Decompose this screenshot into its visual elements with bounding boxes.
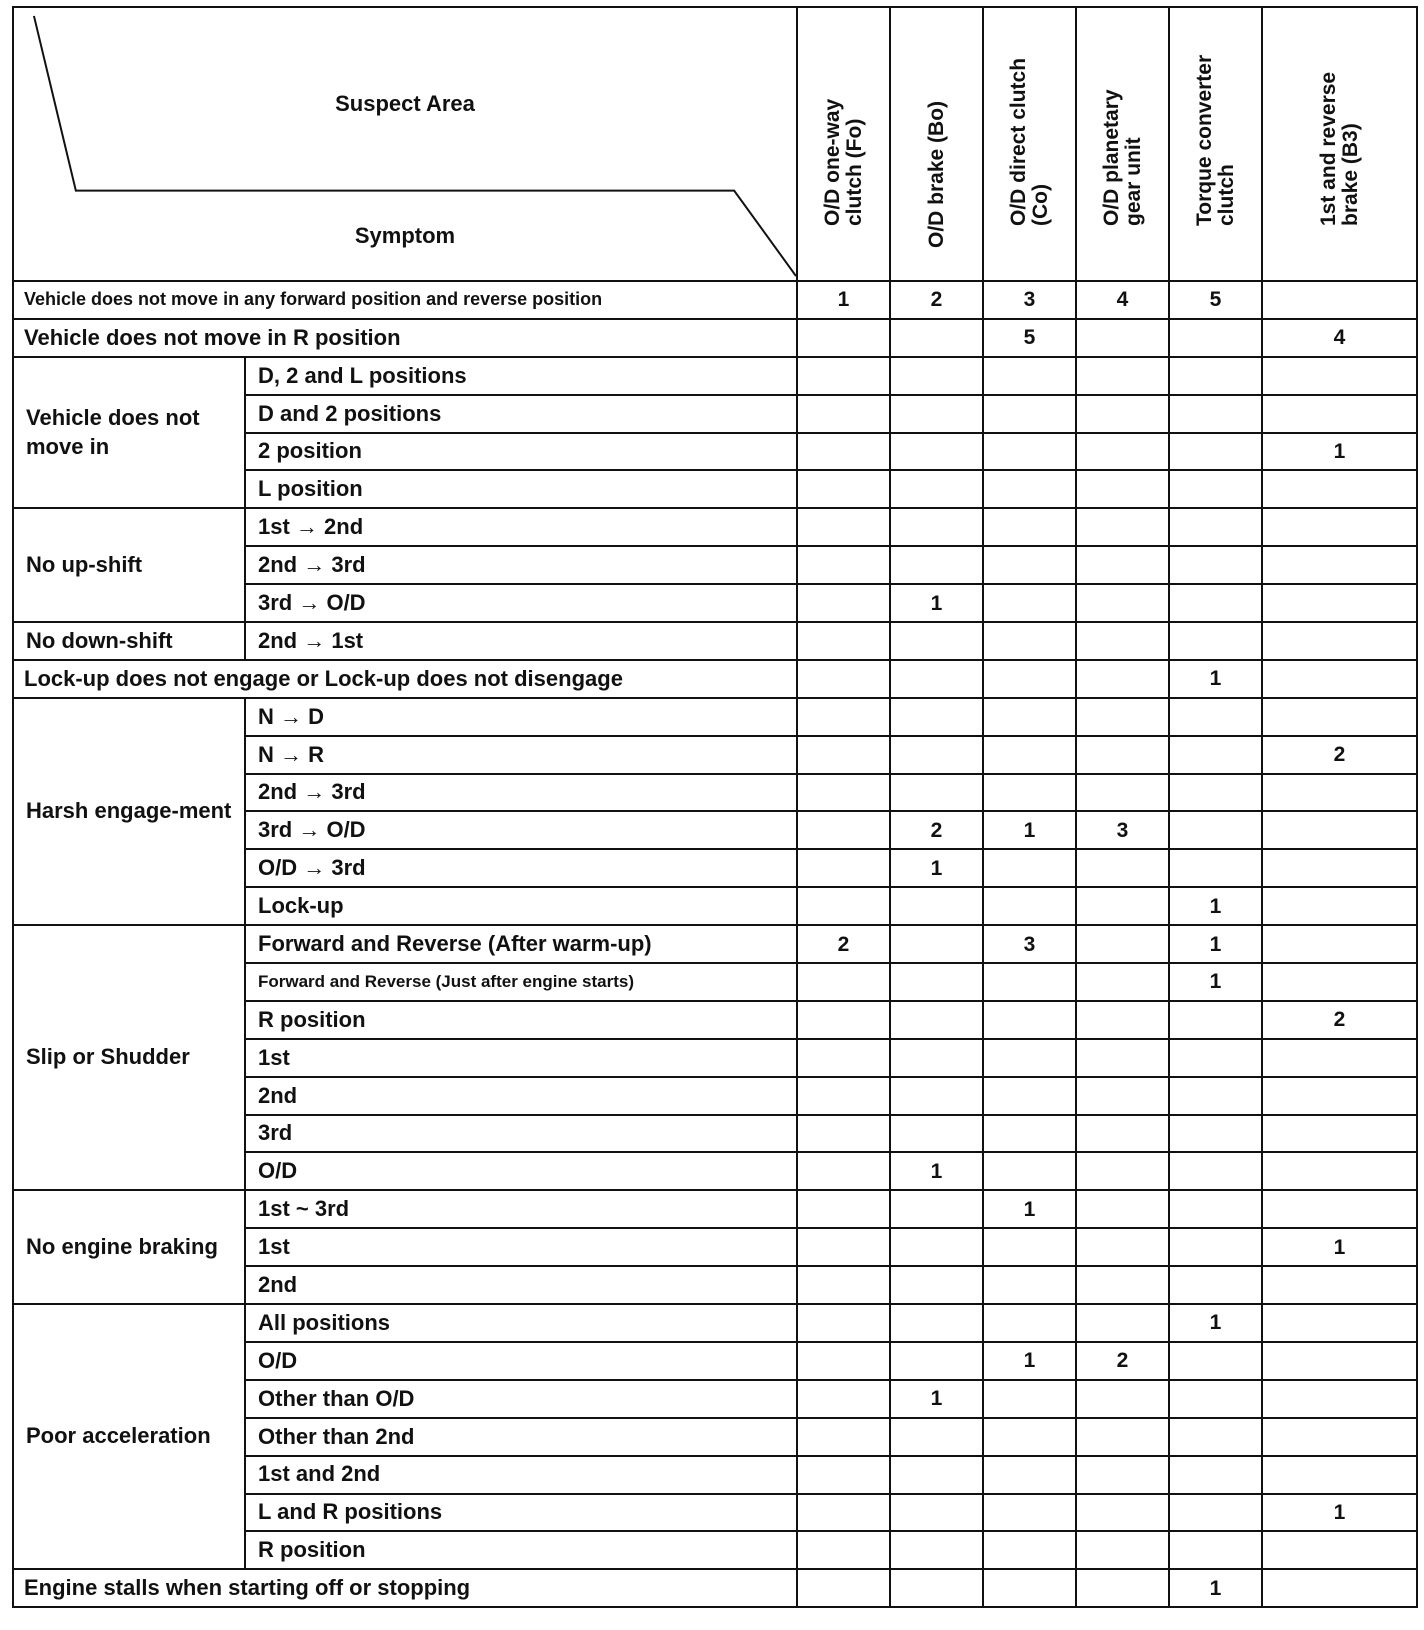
table-row xyxy=(13,698,1417,736)
priority-cell: 1 xyxy=(797,281,890,319)
priority-cell: 3 xyxy=(1076,811,1169,849)
priority-cell xyxy=(797,1228,890,1266)
priority-cell xyxy=(890,1001,983,1039)
priority-cell xyxy=(797,1380,890,1418)
priority-cell xyxy=(797,1304,890,1342)
symptom-group-cell: No up-shift xyxy=(13,508,245,622)
priority-cell xyxy=(983,698,1076,736)
priority-cell xyxy=(983,1304,1076,1342)
priority-cell xyxy=(983,1039,1076,1077)
condition-cell: Other than O/D xyxy=(245,1380,797,1418)
condition-cell: 2nd → 3rd xyxy=(245,546,797,584)
priority-cell xyxy=(1076,395,1169,433)
priority-cell xyxy=(983,1115,1076,1153)
priority-cell: 1 xyxy=(890,1152,983,1190)
priority-cell: 1 xyxy=(1169,925,1262,963)
priority-cell xyxy=(1169,1342,1262,1380)
priority-cell xyxy=(797,811,890,849)
priority-cell xyxy=(797,470,890,508)
priority-cell xyxy=(890,1531,983,1569)
priority-cell xyxy=(1169,584,1262,622)
condition-cell: 1st and 2nd xyxy=(245,1456,797,1494)
priority-cell xyxy=(983,1456,1076,1494)
priority-cell xyxy=(1262,1190,1417,1228)
priority-cell xyxy=(983,1077,1076,1115)
priority-cell xyxy=(1169,1001,1262,1039)
priority-cell xyxy=(797,660,890,698)
priority-cell xyxy=(890,1304,983,1342)
priority-cell: 4 xyxy=(1076,281,1169,319)
priority-cell xyxy=(983,508,1076,546)
condition-cell: 1st ~ 3rd xyxy=(245,1190,797,1228)
priority-cell: 4 xyxy=(1262,319,1417,357)
table-row xyxy=(13,1304,1417,1342)
priority-cell xyxy=(1169,546,1262,584)
priority-cell xyxy=(983,1228,1076,1266)
priority-cell xyxy=(1169,1266,1262,1304)
condition-cell: 3rd xyxy=(245,1115,797,1153)
priority-cell xyxy=(797,1531,890,1569)
priority-cell xyxy=(1076,1418,1169,1456)
condition-cell: 2nd xyxy=(245,1077,797,1115)
priority-cell: 3 xyxy=(983,925,1076,963)
troubleshooting-table-page xyxy=(12,6,1416,1626)
priority-cell xyxy=(1262,584,1417,622)
symptom-group-cell: Slip or Shudder xyxy=(13,925,245,1190)
priority-cell xyxy=(1262,963,1417,1001)
priority-cell xyxy=(1169,1494,1262,1532)
priority-cell: 1 xyxy=(1262,1228,1417,1266)
condition-cell: 1st xyxy=(245,1039,797,1077)
table-row xyxy=(13,1569,1417,1607)
condition-cell: All positions xyxy=(245,1304,797,1342)
priority-cell xyxy=(983,1152,1076,1190)
priority-cell xyxy=(983,774,1076,812)
priority-cell xyxy=(1262,1077,1417,1115)
priority-cell xyxy=(1169,1380,1262,1418)
priority-cell: 1 xyxy=(1262,433,1417,471)
priority-cell xyxy=(890,1418,983,1456)
priority-cell xyxy=(890,660,983,698)
priority-cell xyxy=(797,1077,890,1115)
priority-cell xyxy=(890,1569,983,1607)
priority-cell xyxy=(983,1380,1076,1418)
priority-cell: 1 xyxy=(890,584,983,622)
priority-cell xyxy=(1262,1115,1417,1153)
priority-cell xyxy=(1076,1115,1169,1153)
table-row xyxy=(13,281,1417,319)
priority-cell xyxy=(890,622,983,660)
priority-cell xyxy=(890,963,983,1001)
priority-cell xyxy=(1076,1304,1169,1342)
condition-cell: 1st xyxy=(245,1228,797,1266)
priority-cell xyxy=(983,433,1076,471)
condition-cell: 3rd → O/D xyxy=(245,811,797,849)
priority-cell xyxy=(1076,1569,1169,1607)
priority-cell xyxy=(1169,1039,1262,1077)
priority-cell xyxy=(1076,508,1169,546)
condition-cell: R position xyxy=(245,1001,797,1039)
priority-cell xyxy=(1262,470,1417,508)
priority-cell xyxy=(890,470,983,508)
priority-cell xyxy=(1076,584,1169,622)
priority-cell xyxy=(1076,1531,1169,1569)
priority-cell xyxy=(983,736,1076,774)
priority-cell xyxy=(1169,849,1262,887)
priority-cell xyxy=(890,736,983,774)
priority-cell xyxy=(983,584,1076,622)
priority-cell xyxy=(983,660,1076,698)
priority-cell xyxy=(1076,433,1169,471)
priority-cell xyxy=(797,1001,890,1039)
priority-cell xyxy=(1169,508,1262,546)
condition-cell: R position xyxy=(245,1531,797,1569)
priority-cell xyxy=(797,1266,890,1304)
condition-cell: 2nd → 1st xyxy=(245,622,797,660)
priority-cell xyxy=(890,925,983,963)
priority-cell xyxy=(797,774,890,812)
priority-cell xyxy=(1169,698,1262,736)
column-header-od-planetary-gear-unit: O/D planetary gear unit xyxy=(1076,7,1169,281)
priority-cell xyxy=(983,470,1076,508)
priority-cell xyxy=(890,1115,983,1153)
symptom-cell: Vehicle does not move in any forward position and reverse position xyxy=(13,281,797,319)
priority-cell xyxy=(983,1494,1076,1532)
priority-cell: 1 xyxy=(890,1380,983,1418)
condition-cell: Forward and Reverse (Just after engine starts) xyxy=(245,963,797,1001)
priority-cell xyxy=(983,887,1076,925)
priority-cell xyxy=(983,1569,1076,1607)
priority-cell xyxy=(1262,1418,1417,1456)
priority-cell xyxy=(1076,1077,1169,1115)
priority-cell xyxy=(797,357,890,395)
column-header-od-one-way-clutch: O/D one-way clutch (Fo) xyxy=(797,7,890,281)
condition-cell: O/D xyxy=(245,1342,797,1380)
header-row xyxy=(13,7,1417,281)
priority-cell xyxy=(1076,546,1169,584)
priority-cell xyxy=(1076,887,1169,925)
priority-cell xyxy=(1076,470,1169,508)
priority-cell xyxy=(1076,1456,1169,1494)
priority-cell xyxy=(797,395,890,433)
priority-cell xyxy=(1262,1380,1417,1418)
priority-cell xyxy=(890,774,983,812)
priority-cell xyxy=(1262,849,1417,887)
priority-cell xyxy=(1262,1152,1417,1190)
priority-cell xyxy=(797,963,890,1001)
priority-cell xyxy=(797,1152,890,1190)
priority-cell: 1 xyxy=(890,849,983,887)
priority-cell xyxy=(983,849,1076,887)
priority-cell xyxy=(1262,357,1417,395)
priority-cell xyxy=(1076,849,1169,887)
priority-cell xyxy=(1169,811,1262,849)
priority-cell xyxy=(797,1456,890,1494)
matrix-body xyxy=(13,281,1417,1607)
priority-cell xyxy=(1076,1266,1169,1304)
priority-cell xyxy=(1262,660,1417,698)
priority-cell xyxy=(1169,1152,1262,1190)
symptom-group-cell: Vehicle does not move in xyxy=(13,357,245,509)
priority-cell xyxy=(983,546,1076,584)
priority-cell xyxy=(1076,736,1169,774)
priority-cell: 1 xyxy=(1169,887,1262,925)
priority-cell: 1 xyxy=(1169,963,1262,1001)
priority-cell: 3 xyxy=(983,281,1076,319)
condition-cell: N → R xyxy=(245,736,797,774)
priority-cell xyxy=(1076,963,1169,1001)
priority-cell xyxy=(1076,357,1169,395)
condition-cell: L and R positions xyxy=(245,1494,797,1532)
table-row xyxy=(13,925,1417,963)
symptom-cell: Lock-up does not engage or Lock-up does not disengage xyxy=(13,660,797,698)
priority-cell xyxy=(890,546,983,584)
priority-cell xyxy=(797,546,890,584)
priority-cell: 5 xyxy=(983,319,1076,357)
condition-cell: Other than 2nd xyxy=(245,1418,797,1456)
priority-cell xyxy=(797,1039,890,1077)
priority-cell xyxy=(1076,1152,1169,1190)
priority-cell xyxy=(983,1001,1076,1039)
priority-cell: 1 xyxy=(1169,1304,1262,1342)
priority-cell xyxy=(797,1418,890,1456)
priority-cell xyxy=(1262,698,1417,736)
column-header-1st-reverse-brake: 1st and reverse brake (B3) xyxy=(1262,7,1417,281)
priority-cell xyxy=(1169,1115,1262,1153)
priority-cell xyxy=(890,887,983,925)
priority-cell xyxy=(1076,1228,1169,1266)
priority-cell xyxy=(797,319,890,357)
priority-cell xyxy=(983,1266,1076,1304)
priority-cell xyxy=(1262,925,1417,963)
priority-cell xyxy=(1076,1380,1169,1418)
priority-cell: 1 xyxy=(983,811,1076,849)
priority-cell: 2 xyxy=(1262,1001,1417,1039)
table-row xyxy=(13,622,1417,660)
priority-cell xyxy=(1262,1304,1417,1342)
priority-cell xyxy=(1169,1456,1262,1494)
priority-cell: 5 xyxy=(1169,281,1262,319)
priority-cell xyxy=(1076,622,1169,660)
priority-cell xyxy=(797,1342,890,1380)
priority-cell xyxy=(1076,1494,1169,1532)
priority-cell xyxy=(983,622,1076,660)
priority-cell xyxy=(797,887,890,925)
table-row xyxy=(13,357,1417,395)
condition-cell: Lock-up xyxy=(245,887,797,925)
priority-cell xyxy=(797,736,890,774)
priority-cell xyxy=(1076,1039,1169,1077)
priority-cell xyxy=(797,584,890,622)
priority-cell: 2 xyxy=(1076,1342,1169,1380)
priority-cell xyxy=(1169,319,1262,357)
priority-cell xyxy=(1262,887,1417,925)
priority-cell xyxy=(1169,470,1262,508)
column-header-torque-converter-clutch: Torque converter clutch xyxy=(1169,7,1262,281)
priority-cell xyxy=(1076,660,1169,698)
priority-cell: 1 xyxy=(1169,1569,1262,1607)
priority-cell xyxy=(1076,698,1169,736)
priority-cell xyxy=(890,698,983,736)
priority-cell xyxy=(1169,1077,1262,1115)
column-header-od-brake: O/D brake (Bo) xyxy=(890,7,983,281)
table-row xyxy=(13,1190,1417,1228)
symptom-cell: Vehicle does not move in R position xyxy=(13,319,797,357)
priority-cell xyxy=(983,1418,1076,1456)
priority-cell xyxy=(983,357,1076,395)
priority-cell xyxy=(1169,1228,1262,1266)
priority-cell: 2 xyxy=(890,281,983,319)
condition-cell: N → D xyxy=(245,698,797,736)
condition-cell: O/D xyxy=(245,1152,797,1190)
condition-cell: D, 2 and L positions xyxy=(245,357,797,395)
priority-cell xyxy=(890,395,983,433)
symptom-group-cell: No engine braking xyxy=(13,1190,245,1304)
priority-cell: 2 xyxy=(797,925,890,963)
priority-cell: 1 xyxy=(983,1190,1076,1228)
priority-cell: 2 xyxy=(1262,736,1417,774)
priority-cell xyxy=(1262,508,1417,546)
symptom-group-cell: No down-shift xyxy=(13,622,245,660)
condition-cell: 1st → 2nd xyxy=(245,508,797,546)
priority-cell xyxy=(797,508,890,546)
priority-cell xyxy=(1169,774,1262,812)
priority-cell xyxy=(1262,1342,1417,1380)
priority-cell xyxy=(983,395,1076,433)
table-row xyxy=(13,660,1417,698)
priority-cell: 1 xyxy=(1262,1494,1417,1532)
priority-cell xyxy=(1262,1266,1417,1304)
condition-cell: 2nd → 3rd xyxy=(245,774,797,812)
priority-cell xyxy=(890,319,983,357)
column-header-od-direct-clutch: O/D direct clutch (Co) xyxy=(983,7,1076,281)
corner-header-cell xyxy=(13,7,797,281)
condition-cell: 2nd xyxy=(245,1266,797,1304)
priority-cell xyxy=(1262,1531,1417,1569)
condition-cell: 2 position xyxy=(245,433,797,471)
priority-cell xyxy=(890,1456,983,1494)
condition-cell: D and 2 positions xyxy=(245,395,797,433)
priority-cell: 2 xyxy=(890,811,983,849)
priority-cell xyxy=(797,433,890,471)
priority-cell xyxy=(797,1569,890,1607)
symptom-group-cell: Harsh engage-ment xyxy=(13,698,245,925)
priority-cell xyxy=(1076,925,1169,963)
priority-cell xyxy=(1262,546,1417,584)
priority-cell xyxy=(1169,736,1262,774)
priority-cell xyxy=(797,849,890,887)
priority-cell xyxy=(890,1342,983,1380)
priority-cell xyxy=(1262,281,1417,319)
priority-cell xyxy=(797,1115,890,1153)
symptom-group-cell: Poor acceleration xyxy=(13,1304,245,1569)
priority-cell xyxy=(1076,319,1169,357)
priority-cell xyxy=(1262,1569,1417,1607)
suspect-area-label: Suspect Area xyxy=(335,91,475,116)
priority-cell: 1 xyxy=(983,1342,1076,1380)
priority-cell xyxy=(1262,395,1417,433)
condition-cell: O/D → 3rd xyxy=(245,849,797,887)
priority-cell xyxy=(1076,1001,1169,1039)
symptom-label: Symptom xyxy=(354,223,456,248)
priority-cell xyxy=(1262,1456,1417,1494)
priority-cell xyxy=(1076,774,1169,812)
priority-cell xyxy=(797,698,890,736)
priority-cell xyxy=(890,1077,983,1115)
priority-cell xyxy=(1169,622,1262,660)
priority-cell xyxy=(1169,395,1262,433)
priority-cell xyxy=(1169,357,1262,395)
table-row xyxy=(13,319,1417,357)
priority-cell xyxy=(890,1494,983,1532)
priority-cell xyxy=(1262,622,1417,660)
priority-cell xyxy=(890,1266,983,1304)
priority-cell xyxy=(890,1039,983,1077)
priority-cell xyxy=(890,1190,983,1228)
priority-cell xyxy=(1262,811,1417,849)
priority-cell xyxy=(983,1531,1076,1569)
condition-cell: 3rd → O/D xyxy=(245,584,797,622)
priority-cell xyxy=(1169,433,1262,471)
priority-cell xyxy=(983,963,1076,1001)
priority-cell: 1 xyxy=(1169,660,1262,698)
table-row xyxy=(13,508,1417,546)
priority-cell xyxy=(797,1494,890,1532)
condition-cell: L position xyxy=(245,470,797,508)
priority-cell xyxy=(1076,1190,1169,1228)
priority-cell xyxy=(1169,1418,1262,1456)
priority-cell xyxy=(890,1228,983,1266)
priority-cell xyxy=(1262,1039,1417,1077)
priority-cell xyxy=(890,508,983,546)
symptom-cell: Engine stalls when starting off or stopping xyxy=(13,1569,797,1607)
condition-cell: Forward and Reverse (After warm-up) xyxy=(245,925,797,963)
symptom-suspect-area-matrix xyxy=(12,6,1418,1608)
priority-cell xyxy=(1262,774,1417,812)
priority-cell xyxy=(1169,1531,1262,1569)
priority-cell xyxy=(797,622,890,660)
priority-cell xyxy=(890,357,983,395)
priority-cell xyxy=(797,1190,890,1228)
priority-cell xyxy=(890,433,983,471)
priority-cell xyxy=(1169,1190,1262,1228)
